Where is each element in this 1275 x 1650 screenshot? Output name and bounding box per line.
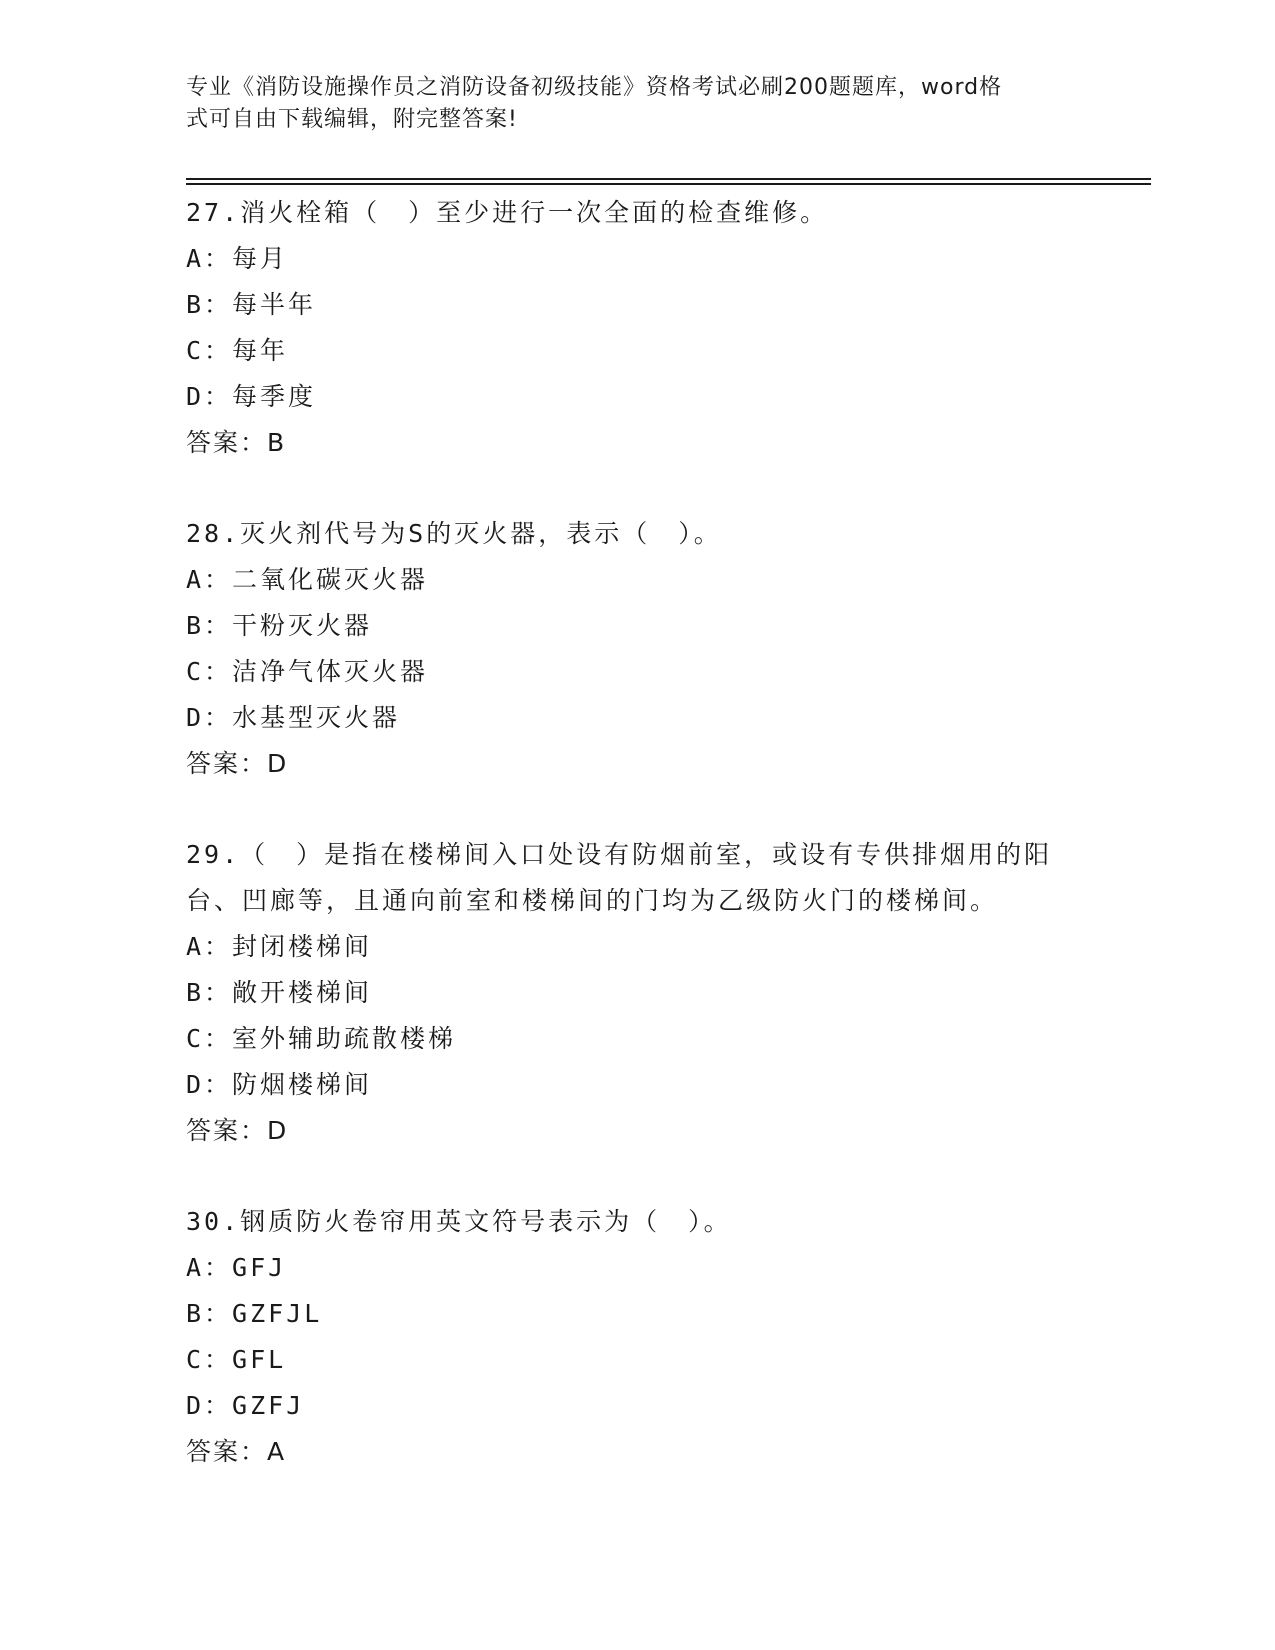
option-a: A：GFJ bbox=[186, 1253, 287, 1282]
header-divider-bottom bbox=[186, 183, 1151, 185]
option-a: A：二氧化碳灭火器 bbox=[186, 565, 429, 594]
option-a: A：每月 bbox=[186, 244, 289, 273]
answer-line: 答案：A bbox=[186, 1437, 287, 1466]
option-b: B：每半年 bbox=[186, 290, 317, 319]
question-30 bbox=[186, 1199, 1086, 1475]
question-stem: 29.（ ）是指在楼梯间入口处设有防烟前室，或设有专供排烟用的阳 bbox=[186, 840, 1053, 869]
header-line-1: 专业《消防设施操作员之消防设备初级技能》资格考试必刷200题题库，word格 bbox=[186, 75, 1003, 100]
document-header bbox=[186, 72, 1066, 136]
option-b: B：干粉灭火器 bbox=[186, 611, 373, 640]
question-stem: 30.钢质防火卷帘用英文符号表示为（ ）。 bbox=[186, 1207, 732, 1236]
answer-line: 答案：D bbox=[186, 749, 289, 778]
question-list bbox=[186, 190, 1086, 1520]
option-d: D：每季度 bbox=[186, 382, 317, 411]
header-divider-top bbox=[186, 178, 1151, 180]
option-b: B：敞开楼梯间 bbox=[186, 978, 373, 1007]
question-stem: 28.灭火剂代号为S的灭火器，表示（ ）。 bbox=[186, 519, 722, 548]
question-27 bbox=[186, 190, 1086, 466]
option-d: D：水基型灭火器 bbox=[186, 703, 401, 732]
question-stem: 27.消火栓箱（ ）至少进行一次全面的检查维修。 bbox=[186, 198, 829, 227]
answer-line: 答案：D bbox=[186, 1116, 289, 1145]
option-c: C：GFL bbox=[186, 1345, 287, 1374]
question-28 bbox=[186, 511, 1086, 787]
option-d: D：防烟楼梯间 bbox=[186, 1070, 373, 1099]
option-c: C：每年 bbox=[186, 336, 289, 365]
option-c: C：洁净气体灭火器 bbox=[186, 657, 429, 686]
option-a: A：封闭楼梯间 bbox=[186, 932, 373, 961]
question-stem-continued: 台、凹廊等，且通向前室和楼梯间的门均为乙级防火门的楼梯间。 bbox=[186, 886, 999, 915]
option-b: B：GZFJL bbox=[186, 1299, 323, 1328]
option-d: D：GZFJ bbox=[186, 1391, 305, 1420]
question-29 bbox=[186, 832, 1086, 1154]
answer-line: 答案：B bbox=[186, 428, 287, 457]
option-c: C：室外辅助疏散楼梯 bbox=[186, 1024, 457, 1053]
header-line-2: 式可自由下载编辑，附完整答案! bbox=[186, 107, 518, 132]
